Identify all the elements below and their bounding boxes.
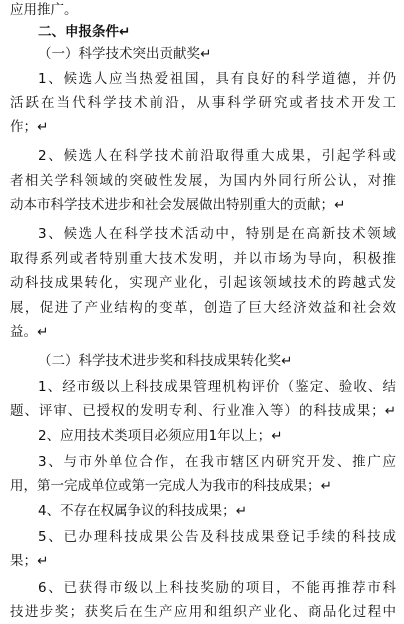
text-line: 应用推广。 xyxy=(10,2,78,18)
paragraph-line: 3、与市外单位合作，在我市辖区内研究开发、推广应 xyxy=(38,454,396,470)
paragraph-line: 作；↵ xyxy=(10,119,49,135)
paragraph-line: 5、已办理科技成果公告及科技成果登记手续的科技成 xyxy=(38,529,396,545)
paragraph-line: 2、应用技术类项目必须应用1年以上；↵ xyxy=(38,428,283,444)
paragraph-line: 取得系列或者特别重大技术发明，并以市场为导向，积极推 xyxy=(10,251,396,267)
subsection-heading: （一）科学技术突出贡献奖↵ xyxy=(38,46,212,62)
paragraph-line: 用，第一完成单位或第一完成人为我市的科技成果；↵ xyxy=(10,478,332,494)
subsection-heading: （二）科学技术进步奖和科技成果转化奖↵ xyxy=(38,353,293,369)
paragraph-line: 3、候选人在科学技术活动中，特别是在高新技术领域 xyxy=(38,226,396,242)
paragraph-line: 果；↵ xyxy=(10,553,49,569)
paragraph-line: 题、评审、已授权的发明专利、行业准入等）的科技成果；↵ xyxy=(10,403,396,419)
paragraph-line: 2、候选人在科学技术前沿取得重大成果，引起学科或 xyxy=(38,148,396,164)
paragraph-line: 益。↵ xyxy=(10,324,49,340)
section-heading: 二、申报条件↵ xyxy=(38,24,131,40)
paragraph-line: 4、不存在权属争议的科技成果；↵ xyxy=(38,503,247,519)
paragraph-line: 动科技成果转化，实现产业化，引起该领域技术的跨越式发 xyxy=(10,275,396,291)
paragraph-line: 活跃在当代科学技术前沿，从事科学研究或者技术开发工 xyxy=(10,95,396,111)
paragraph-line: 技进步奖；获奖后在生产应用和组织产业化、商品化过程中 xyxy=(10,604,396,620)
paragraph-line: 者相关学科领域的突破性发展，为国内外同行所公认，对推 xyxy=(10,173,396,189)
paragraph-line: 6、已获得市级以上科技奖励的项目，不能再推荐市科 xyxy=(38,580,396,596)
paragraph-line: 1、候选人应当热爱祖国，具有良好的科学道德，并仍 xyxy=(38,71,396,87)
paragraph-line: 1、经市级以上科技成果管理机构评价（鉴定、验收、结 xyxy=(38,379,396,395)
paragraph-line: 动本市科学技术进步和社会发展做出特别重大的贡献；↵ xyxy=(10,197,346,213)
paragraph-line: 展，促进了产业结构的变革，创造了巨大经济效益和社会效 xyxy=(10,300,396,316)
